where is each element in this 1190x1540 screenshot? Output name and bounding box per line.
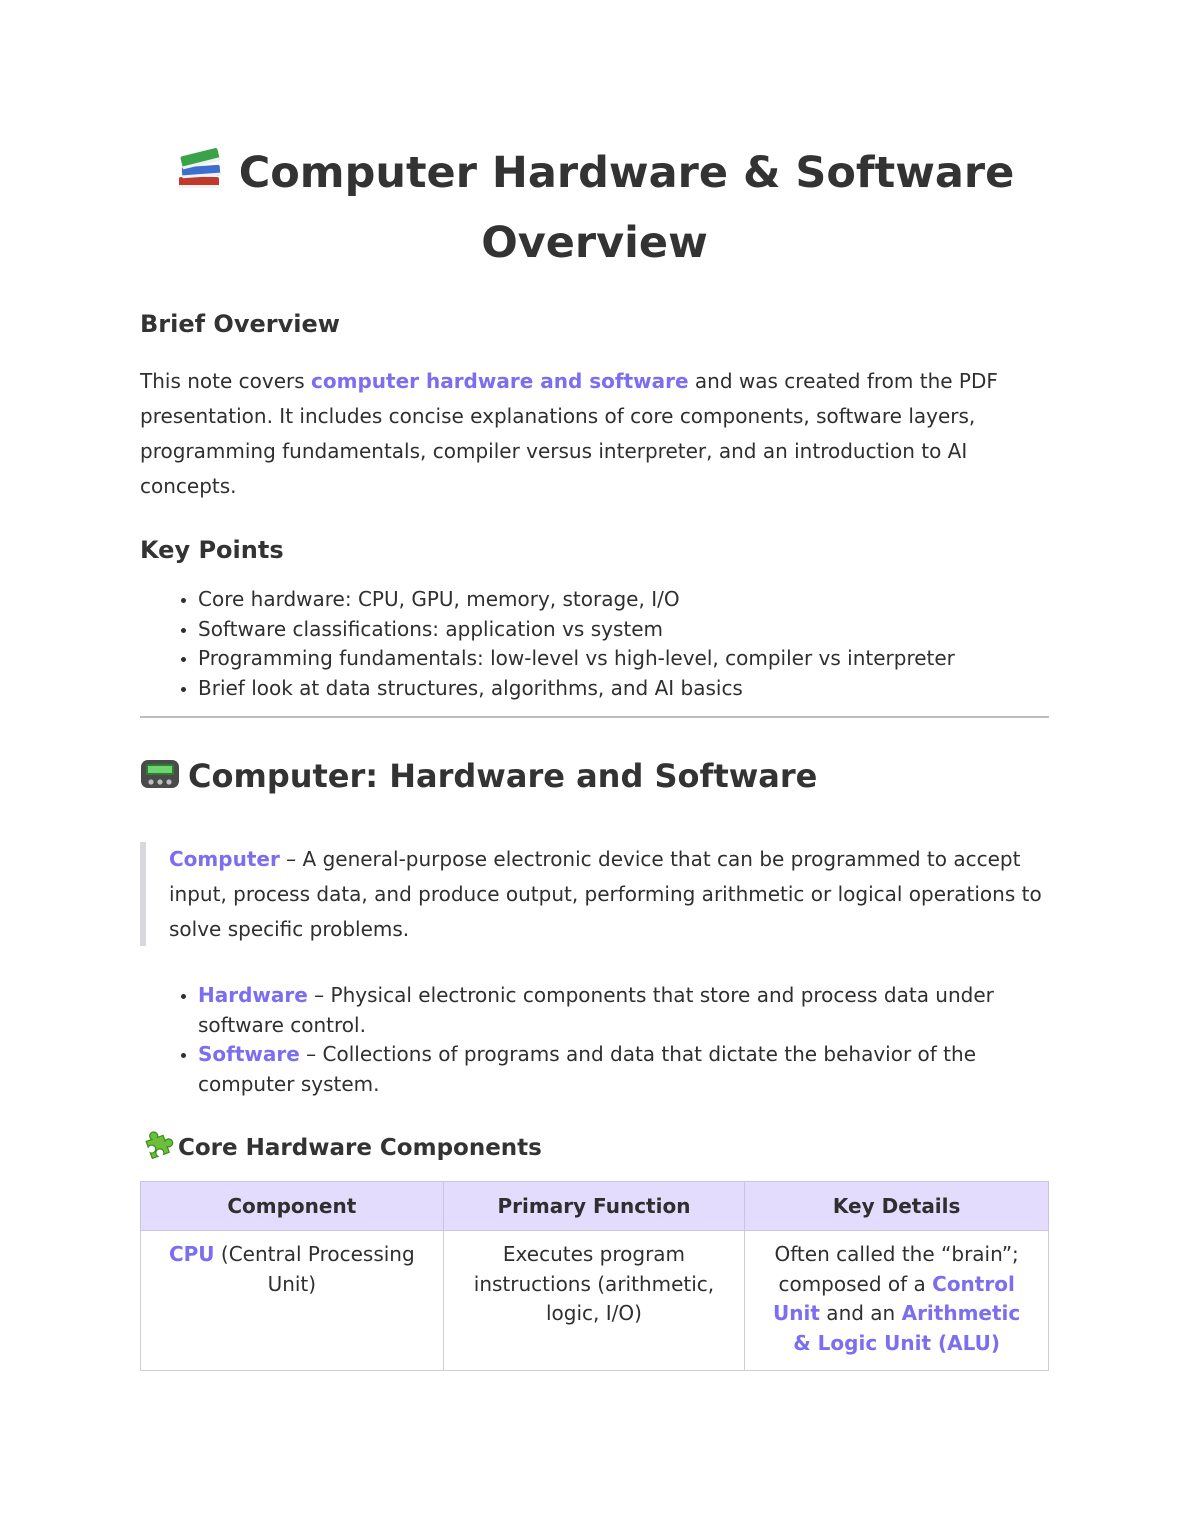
- overview-text-end: and was created from the PDF presentation. It includes concise explanations of core components, software layers, programming fundamentals, compiler versus interpreter, and an introduction to AI concepts.: [140, 369, 998, 498]
- components-table: [140, 1181, 1049, 1371]
- computer-definition-quote: [140, 842, 1045, 946]
- key-points-heading: Key Points: [140, 536, 284, 564]
- column-header: Component: [141, 1182, 444, 1231]
- software-definition: – Collections of programs and data that dictate the behavior of the computer system.: [198, 1042, 977, 1096]
- brief-overview-heading: Brief Overview: [140, 310, 340, 338]
- quote-text: [169, 842, 1045, 947]
- page-title-text: Computer Hardware & Software Overview: [238, 148, 1015, 268]
- column-header: Key Details: [745, 1182, 1049, 1231]
- list-item: [198, 981, 1048, 1040]
- control-unit-term: Control Unit: [773, 1271, 1015, 1325]
- components-heading-text: Core Hardware Components: [178, 1135, 542, 1161]
- books-icon: [175, 143, 225, 193]
- computer-term: Computer: [169, 847, 280, 871]
- brief-overview-text: [140, 364, 1030, 504]
- overview-highlight: computer hardware and software: [311, 369, 689, 393]
- list-item: • Core hardware: CPU, GPU, memory, storage, I/O: [198, 585, 1048, 615]
- section-heading-text: Computer: Hardware and Software: [188, 757, 818, 795]
- function-cell: Executes program instructions (arithmetic, logic, I/O): [443, 1231, 745, 1371]
- cpu-expansion: (Central Processing Unit): [214, 1242, 415, 1296]
- components-heading: [140, 1128, 542, 1162]
- table-row: [141, 1231, 1049, 1371]
- hardware-definition: – Physical electronic components that store and process data under software control.: [198, 983, 994, 1037]
- computer-definition: – A general-purpose electronic device that can be programmed to accept input, process data, and produce output, performing arithmetic or logical operations to solve specific problems.: [169, 847, 1042, 941]
- page-title: [140, 138, 1049, 278]
- details-text-mid: and an: [819, 1301, 902, 1325]
- details-text-start: Often called the “brain”; composed of a: [774, 1242, 1019, 1296]
- definitions-list: [140, 981, 1048, 1099]
- section-divider: [140, 716, 1049, 718]
- key-points-list: [140, 585, 1048, 703]
- details-cell: [745, 1231, 1049, 1371]
- puzzle-piece-icon: [140, 1128, 174, 1162]
- column-header: Primary Function: [443, 1182, 745, 1231]
- cpu-term: CPU: [168, 1242, 215, 1266]
- list-item: [198, 1040, 1048, 1099]
- hardware-term: Hardware: [198, 983, 308, 1007]
- list-item: • Brief look at data structures, algorithms, and AI basics: [198, 674, 1048, 704]
- component-cell: [141, 1231, 444, 1371]
- list-item: • Programming fundamentals: low-level vs high-level, compiler vs interpreter: [198, 644, 1048, 674]
- list-item: • Software classifications: application vs system: [198, 615, 1048, 645]
- section-heading: [140, 756, 817, 795]
- pager-icon: [140, 756, 180, 792]
- overview-text-start: This note covers: [140, 369, 312, 393]
- alu-term: Arithmetic & Logic Unit (ALU): [793, 1301, 1021, 1355]
- software-term: Software: [198, 1042, 300, 1066]
- table-header-row: [141, 1182, 1049, 1231]
